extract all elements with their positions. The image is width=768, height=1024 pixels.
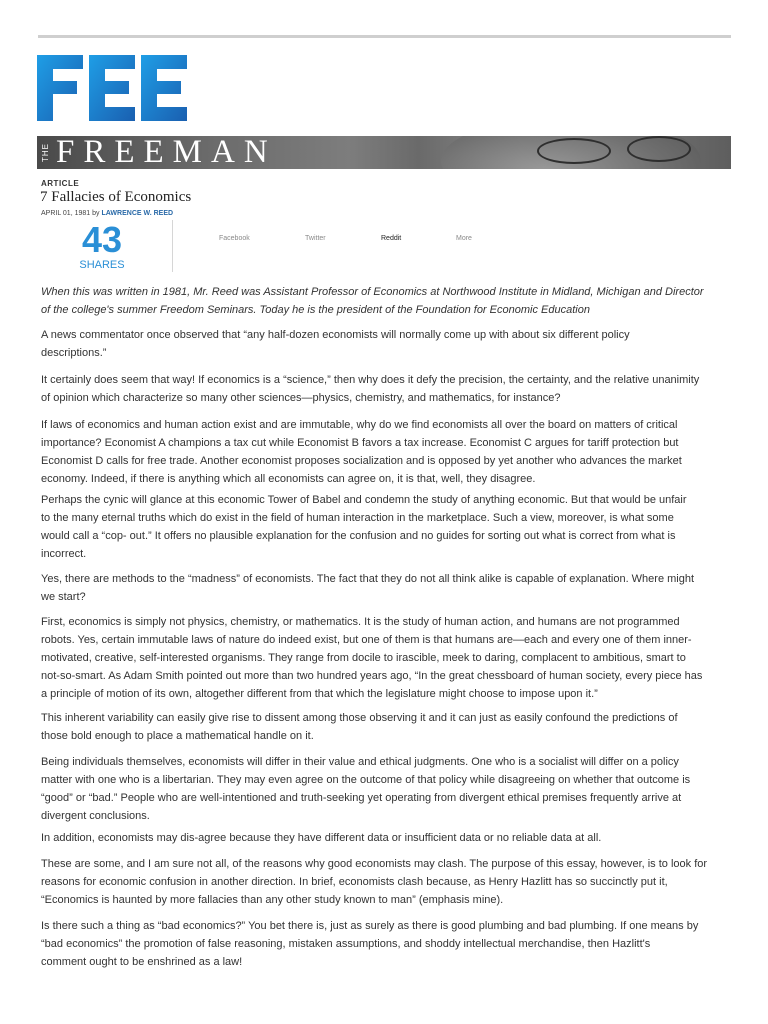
- article-paragraph: [41, 917, 735, 971]
- article-title: 7 Fallacies of Economics: [40, 189, 192, 205]
- paragraph-line: In addition, economists may dis-agree because they have different data or insufficient data or no reliable data at all.: [41, 832, 602, 844]
- intro-line: When this was written in 1981, Mr. Reed was Assistant Professor of Economics at Northwood Institute in Midland, Michigan and Director: [41, 286, 704, 298]
- paragraph-line: to the many eternal truths which do exist in the field of human interaction in the marketplace. Such a view, moreover, is what some: [41, 512, 674, 524]
- banner-prefix: THE: [41, 143, 50, 163]
- paragraph-line: Yes, there are methods to the “madness” of economists. The fact that they do not all think alike is capable of explanation. Where might: [41, 573, 695, 585]
- article-kicker: ARTICLE: [41, 179, 80, 188]
- byline-by: by: [92, 210, 100, 217]
- article-paragraph: [41, 855, 735, 909]
- paragraph-line: motivated, creative, self-interested organisms. They range from docile to irascible, meek to daring, complacent to ambitious, smart to: [41, 652, 686, 664]
- article-paragraph: [41, 416, 735, 488]
- paragraph-line: not-so-smart. As Adam Smith pointed out more than two hundred years ago, “In the great chessboard of human society, every piece has: [41, 670, 703, 682]
- paragraph-line: robots. Yes, certain immutable laws of nature do indeed exist, but one of them is that humans are—each and every one of them inner-: [41, 634, 692, 646]
- paragraph-line: A news commentator once observed that “any half-dozen economists will normally come up with about six different policy: [41, 329, 630, 341]
- paragraph-line: descriptions.”: [41, 347, 107, 359]
- paragraph-line: importance? Economist A champions a tax cut while Economist B favors a tax increase. Economist C argues for tariff protection but: [41, 437, 679, 449]
- paragraph-line: reasons for economic confusion in another direction. In brief, economists clash because, as Henry Hazlitt has so succinctly put it,: [41, 876, 668, 888]
- paragraph-line: divergent conclusions.: [41, 810, 150, 822]
- banner-portrait-glasses: [537, 138, 611, 164]
- article-paragraph: [41, 753, 735, 825]
- paragraph-line: comment ought to be enshrined as a law!: [41, 956, 243, 968]
- editor-intro: [41, 283, 733, 319]
- paragraph-line: “Economics is haunted by more fallacies than any other study known to man” (emphasis mine).: [41, 894, 504, 906]
- author-link[interactable]: LAWRENCE W. REED: [101, 210, 174, 217]
- paragraph-line: we start?: [41, 591, 86, 603]
- paragraph-line: Economist D calls for free trade. Another economist proposes socialization and is opposed by yet another who advances the market: [41, 455, 682, 467]
- fee-logo[interactable]: [37, 55, 187, 121]
- paragraph-line: matter with one who is a libertarian. They may even agree on the outcome of that policy while disagreeing on whether that outcome is: [41, 774, 691, 786]
- paragraph-line: Perhaps the cynic will glance at this economic Tower of Babel and condemn the study of anything economic. But that would be unfair: [41, 494, 687, 506]
- paragraph-line: Is there such a thing as “bad economics?” You bet there is, just as surely as there is good plumbing and bad plumbing. If one means by: [41, 920, 699, 932]
- share-count: 43: [81, 219, 123, 260]
- top-divider: [38, 35, 731, 38]
- paragraph-line: of opinion which characterize so many other sciences—physics, chemistry, and mathematics, for instance?: [41, 392, 561, 404]
- article-paragraph: [41, 829, 735, 847]
- article-paragraph: [41, 491, 735, 563]
- share-label: SHARES: [79, 259, 125, 271]
- paragraph-line: These are some, and I am sure not all, of the reasons why good economists may clash. The purpose of this essay, however, is to look for: [41, 858, 708, 870]
- share-divider: [172, 220, 173, 272]
- article-paragraph: [41, 709, 735, 745]
- paragraph-line: This inherent variability can easily give rise to dissent among those observing it and it can just as easily confound the predictions of: [41, 712, 678, 724]
- paragraph-line: a principle of motion of its own, altogether different from that which the legislature might choose to impose upon it.”: [41, 688, 598, 700]
- paragraph-line: Being individuals themselves, economists will differ in their value and ethical judgments. One who is a socialist will differ on a policy: [41, 756, 679, 768]
- intro-line: of the college's summer Freedom Seminars. Today he is the president of the Foundation for Economic Education: [41, 304, 590, 316]
- paragraph-line: If laws of economics and human action exist and are immutable, why do we find economists all over the board on matters of critical: [41, 419, 678, 431]
- article-paragraph: [41, 613, 735, 703]
- paragraph-line: those bold enough to place a mathematical handle on it.: [41, 730, 314, 742]
- share-reddit-link[interactable]: Reddit: [381, 235, 402, 242]
- article-byline: [41, 210, 173, 217]
- paragraph-line: would call a “cop- out.” It offers no plausible explanation for the confusion and no guides for sorting out what is correct from what is: [41, 530, 676, 542]
- share-twitter-link[interactable]: Twitter: [305, 235, 326, 242]
- banner-title: FREEMAN: [56, 134, 277, 170]
- paragraph-line: It certainly does seem that way! If economics is a “science,” then why does it defy the precision, the certainty, and the relative unanimity: [41, 374, 700, 386]
- share-facebook-link[interactable]: Facebook: [219, 235, 250, 242]
- paragraph-line: “bad economics” the promotion of false reasoning, mistaken assumptions, and shoddy intellectual merchandise, then Hazlitt's: [41, 938, 651, 950]
- banner-portrait-glasses-right: [627, 136, 691, 162]
- article-paragraph: [41, 371, 735, 407]
- paragraph-line: economy. Indeed, if there is anything which all economists can agree on, it is that, well, they disagree.: [41, 473, 536, 485]
- article-paragraph: [41, 570, 735, 606]
- article-date: APRIL 01, 1981: [41, 210, 91, 217]
- paragraph-line: “good” or “bad.” People who are well-intentioned and truth-seeking yet operating from divergent ethical premises frequently arrive at: [41, 792, 682, 804]
- article-paragraph: [41, 326, 735, 362]
- paragraph-line: incorrect.: [41, 548, 87, 560]
- share-more-link[interactable]: More: [456, 235, 472, 242]
- paragraph-line: First, economics is simply not physics, chemistry, or mathematics. It is the study of human action, and humans are not programmed: [41, 616, 680, 628]
